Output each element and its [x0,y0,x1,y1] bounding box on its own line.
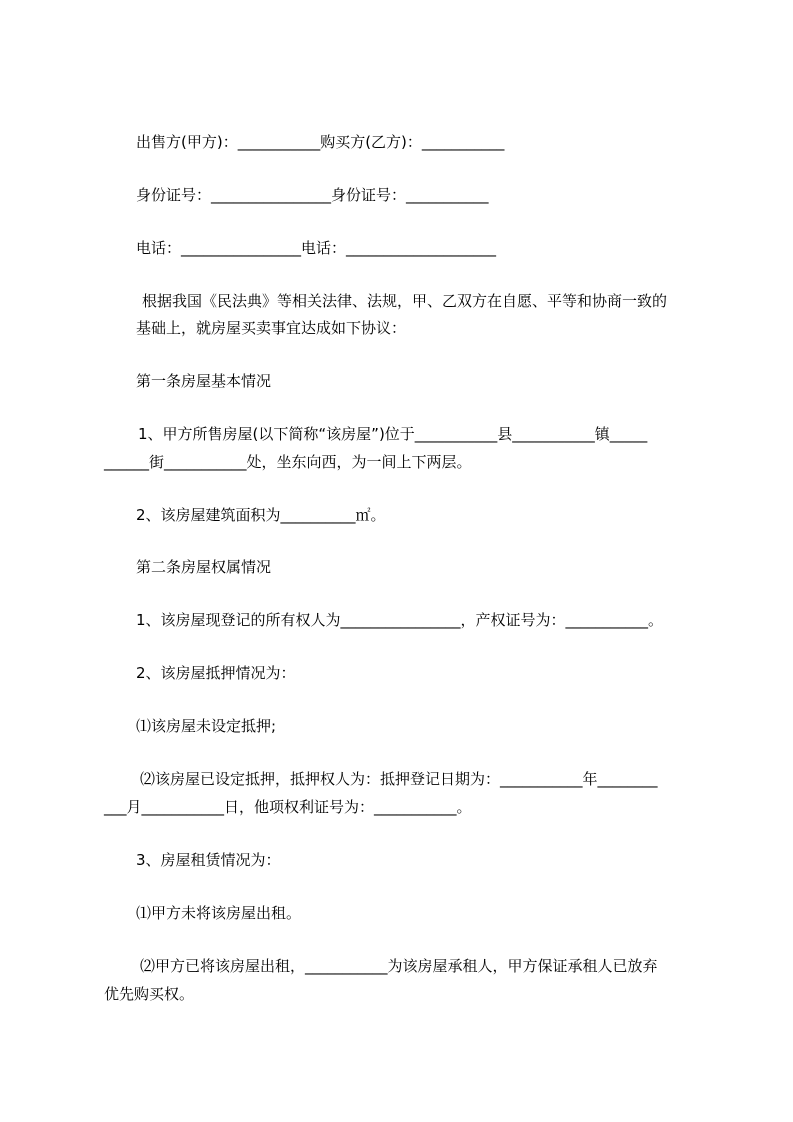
article-2-item-2: 2、该房屋抵押情况为： [136,664,296,682]
article-2-item-3: 3、房屋租赁情况为： [136,851,281,869]
lease-option-2-line-1: ⑵甲方已将该房屋出租，___________为该房屋承租人，甲方保证承租人已放弃 [140,957,658,975]
lease-option-2-line-2: 优先购买权。 [104,985,195,1003]
article-1-item-1-line-2: ______街___________处，坐东向西，为一间上下两层。 [104,453,472,471]
article-1-item-2: 2、该房屋建筑面积为__________㎡。 [136,506,386,524]
lease-option-1: ⑴甲方未将该房屋出租。 [136,904,302,922]
article-2-heading: 第二条房屋权属情况 [136,558,272,576]
id-number-line: 身份证号：________________身份证号：___________ [136,186,489,204]
mortgage-option-1: ⑴该房屋未设定抵押; [136,717,277,735]
mortgage-option-2-line-1: ⑵该房屋已设定抵押，抵押权人为：抵押登记日期为：___________年________ [140,770,658,788]
preamble-line-2: 基础上，就房屋买卖事宜达成如下协议： [136,319,407,337]
article-2-item-1: 1、该房屋现登记的所有权人为________________，产权证号为：___________。 [136,611,664,629]
seller-buyer-line: 出售方(甲方)：___________购买方(乙方)：___________ [136,133,505,151]
preamble-line-1: 根据我国《民法典》等相关法律、法规，甲、乙双方在自愿、平等和协商一致的 [142,292,668,310]
article-1-item-1-line-1: 1、甲方所售房屋(以下简称“该房屋”)位于___________县___________镇_____ [138,425,648,443]
article-1-heading: 第一条房屋基本情况 [136,372,272,390]
phone-line: 电话：________________电话：____________________ [136,239,497,257]
mortgage-option-2-line-2: ___月___________日，他项权利证号为：___________。 [104,798,472,816]
